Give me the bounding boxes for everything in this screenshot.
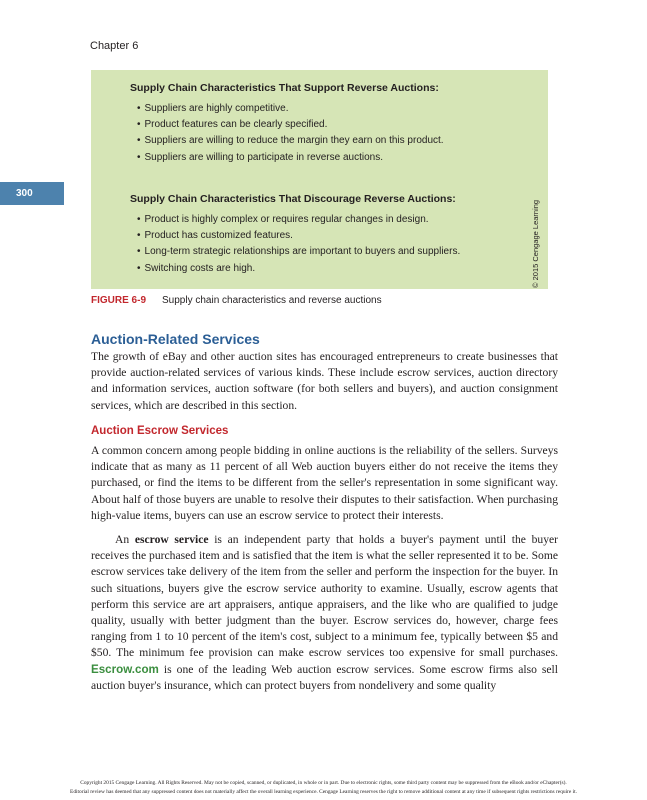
figure-label: FIGURE 6-9	[91, 295, 147, 306]
list-item: • Suppliers are willing to participate in reverse auctions.	[137, 150, 444, 166]
chapter-label: Chapter 6	[90, 40, 139, 52]
copyright-footer: Copyright 2015 Cengage Learning. All Rights Reserved. May not be copied, scanned, or duplicated, in whole or in part. Due to electronic rights, some third party content may be suppressed from the eBook and/or eChapter(s).	[80, 780, 567, 786]
section-heading: Auction-Related Services	[91, 331, 260, 347]
section-intro-paragraph: The growth of eBay and other auction sites has encouraged entrepreneurs to create businesses that provide auction-related services of various kinds. These include escrow services, auction directory and information services, auction software (for both sellers and buyers), and auction consignment services, which are described in this section.	[91, 350, 558, 412]
subsection-heading: Auction Escrow Services	[91, 425, 229, 437]
list-item: • Suppliers are willing to reduce the margin they earn on this product.	[137, 133, 444, 149]
escrow-paragraph-2	[91, 532, 558, 694]
figure-credit: © 2015 Cengage Learning	[531, 199, 540, 288]
escrow-paragraph-1: A common concern among people bidding in online auctions is the reliability of the sellers. Surveys indicate that as many as 11 percent of all Web auction buyers either do not receive the items they purchased, or find the items to be different from the seller's representation in some significant way. About half of those buyers are unable to resolve their disputes to their satisfaction. When purchasing high-value items, buyers can use an escrow service to protect their interests.	[91, 444, 558, 522]
support-heading: Supply Chain Characteristics That Support Reverse Auctions:	[130, 82, 439, 94]
list-item: • Product is highly complex or requires regular changes in design.	[137, 212, 460, 228]
support-list	[137, 101, 444, 166]
list-item: • Long-term strategic relationships are important to buyers and suppliers.	[137, 244, 460, 260]
page-number-tab: 300	[0, 182, 64, 205]
figure-box	[91, 70, 548, 289]
discourage-heading: Supply Chain Characteristics That Discourage Reverse Auctions:	[130, 193, 456, 205]
list-item: • Suppliers are highly competitive.	[137, 101, 444, 117]
paragraph-text: is an independent party that holds a buyer's payment until the buyer receives the purchased item and is satisfied that the item is what the seller represented it to be. Some escrow services take delivery of the item from the seller and perform the inspection for the buyer. In such situations, buyers give the escrow service authority to examine. Usually, escrow agents that perform this service are art appraisers, antique appraisers, and the like who are qualified to judge quality, usually with better judgment than the buyer. Escrow services do, however, charge fees ranging from 1 to 10 percent of the item's cost, subject to a minimum fee, typically between $5 and $50. The minimum fee provision can make escrow services too expensive for small purchases.	[91, 533, 558, 660]
list-item: • Switching costs are high.	[137, 261, 460, 277]
paragraph-text: An	[115, 533, 135, 546]
paragraph-text: is one of the leading Web auction escrow services. Some escrow firms also sell auction buyer's insurance, which can protect buyers from nondelivery and some quality	[91, 662, 558, 692]
figure-caption	[91, 295, 382, 306]
escrow-com-link[interactable]: Escrow.com	[91, 662, 159, 676]
key-term: escrow service	[134, 533, 209, 546]
copyright-footer-notice: Editorial review has deemed that any suppressed content does not materially affect the overall learning experience. Cengage Learning reserves the right to remove additional content at any time if subsequent rights restrictions require it.	[70, 789, 577, 795]
figure-caption-text: Supply chain characteristics and reverse auctions	[162, 295, 382, 306]
list-item: • Product has customized features.	[137, 228, 460, 244]
discourage-list	[137, 212, 460, 277]
list-item: • Product features can be clearly specified.	[137, 117, 444, 133]
